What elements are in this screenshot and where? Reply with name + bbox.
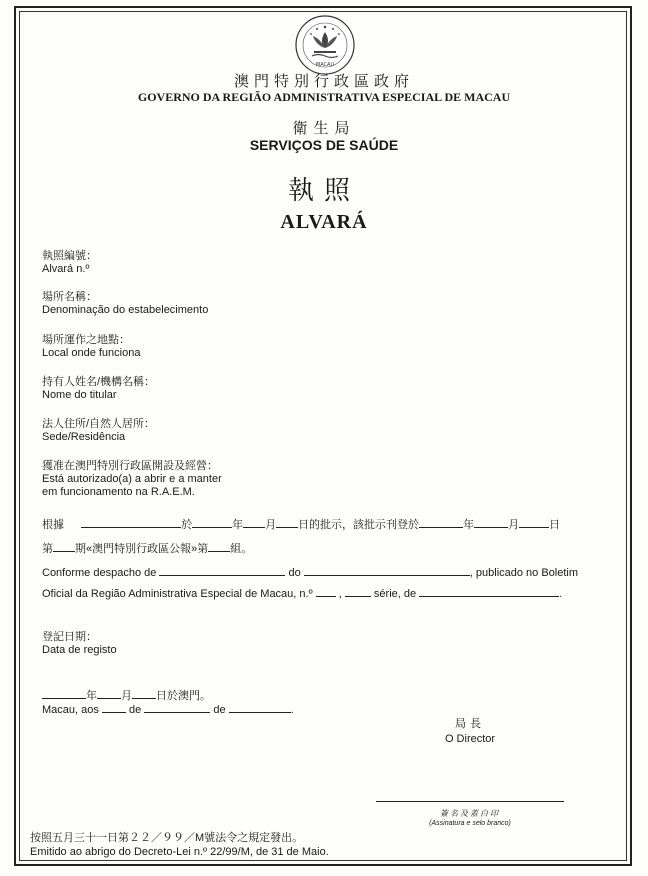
field-registration-date	[42, 631, 117, 657]
dispatch-text: 於	[181, 519, 193, 531]
field-label-pt: Alvará n.º	[42, 263, 90, 275]
dispatch-text: do	[288, 567, 301, 579]
series-blank	[208, 541, 230, 552]
footer-legal-pt: Emitido ao abrigo do Decreto-Lei n.º 22/99/M, de 31 de Maio.	[30, 846, 329, 858]
dispatch-text: 年	[232, 519, 244, 531]
dispatch-text: .	[559, 588, 563, 600]
number-blank	[316, 586, 336, 597]
field-residence	[42, 418, 155, 444]
date-text: Macau, aos	[42, 704, 99, 716]
dispatch-blank	[159, 565, 285, 576]
dispatch-text: ,	[338, 588, 342, 600]
field-label-pt: Denominação do estabelecimento	[42, 304, 209, 316]
signature-label-zh: 簽名及蓋白印	[440, 809, 500, 818]
document-title-pt: ALVARÁ	[280, 211, 368, 233]
svg-text:MACAU: MACAU	[315, 62, 335, 68]
authorization-zh: 獲准在澳門特別行政區開設及經營：	[42, 460, 218, 472]
director-title-pt: O Director	[444, 733, 496, 745]
dispatch-text: 組。	[230, 543, 253, 555]
authorization-pt-line2: em funcionamento na R.A.E.M.	[42, 486, 195, 498]
date-blank	[419, 586, 559, 597]
month-blank	[144, 702, 210, 713]
dispatch-text: 期«澳門特別行政區公報»第	[75, 543, 209, 555]
date-text: de	[129, 704, 142, 716]
field-label-zh: 執照編號：	[42, 250, 97, 262]
field-label-pt: Data de registo	[42, 644, 117, 656]
date-text: 月	[121, 690, 132, 702]
field-label-pt: Sede/Residência	[42, 431, 126, 443]
signature-line	[376, 801, 564, 802]
service-title-pt: SERVIÇOS DE SAÚDE	[249, 137, 399, 153]
dispatch-text: 月	[265, 519, 277, 531]
dispatch-text: série, de	[373, 588, 417, 600]
series-blank	[345, 586, 371, 597]
field-label-zh: 場所運作之地點：	[42, 334, 130, 346]
month-blank	[97, 688, 121, 699]
field-holder-name	[42, 376, 155, 402]
field-label-zh: 場所名稱：	[42, 291, 97, 303]
date-text: 日於澳門。	[156, 690, 211, 702]
document-title-zh: 執照	[287, 176, 360, 206]
dispatch-text: 第	[42, 543, 53, 555]
month-blank	[243, 517, 265, 528]
field-alvara-number	[42, 250, 97, 276]
year-blank	[192, 517, 232, 528]
date-pt-line	[42, 702, 294, 716]
field-location	[42, 334, 140, 360]
field-label-pt: Nome do titular	[42, 389, 117, 401]
dispatch-pt-line2	[42, 586, 562, 600]
dispatch-text: 年	[463, 519, 475, 531]
dispatch-text: 月	[508, 519, 520, 531]
field-authorization	[42, 460, 222, 499]
date-text: .	[290, 704, 294, 716]
day-blank	[132, 688, 156, 699]
year-blank	[419, 517, 463, 528]
field-label-zh: 登記日期：	[42, 631, 97, 643]
dispatch-zh-line2	[42, 540, 252, 556]
dispatch-text: 日的批示，該批示刊登於	[298, 519, 420, 531]
dispatch-text: , publicado no Boletim	[469, 567, 579, 579]
authorization-pt-line1: Está autorizado(a) a abrir e a manter	[42, 473, 222, 485]
field-label-zh: 持有人姓名/機構名稱：	[42, 376, 156, 388]
year-blank	[229, 702, 291, 713]
issue-blank	[53, 541, 75, 552]
government-title-pt: GOVERNO DA REGIÃO ADMINISTRATIVA ESPECIAL DE MACAU	[137, 90, 511, 104]
day-blank	[519, 517, 549, 528]
day-blank	[102, 702, 126, 713]
service-title-zh: 衛生局	[292, 120, 356, 137]
dispatch-blank	[81, 517, 181, 528]
director-block	[420, 717, 520, 747]
dispatch-zh-line1	[42, 516, 560, 532]
dispatch-text: Conforme despacho de	[42, 567, 157, 579]
field-label-pt: Local onde funciona	[42, 347, 141, 359]
director-title-zh: 局長	[455, 718, 485, 730]
signature-label-pt: (Assinatura e selo branco)	[429, 820, 511, 827]
government-title-zh: 澳門特別行政區政府	[233, 73, 414, 90]
date-zh-line	[42, 687, 211, 703]
field-label-zh: 法人住所/自然人居所：	[42, 418, 156, 430]
footer-legal-zh: 按照五月三十一日第２２／９９／M號法令之規定發出。	[30, 832, 304, 844]
dispatch-text: 根據	[42, 519, 64, 531]
day-blank	[276, 517, 298, 528]
date-text: de	[213, 704, 226, 716]
dispatch-text: Oficial da Região Administrativa Especial de Macau, n.º	[42, 588, 313, 600]
dispatch-pt-line1	[42, 565, 578, 579]
dispatch-text: 日	[549, 519, 561, 531]
dispatch-blank	[304, 565, 470, 576]
year-blank	[42, 688, 86, 699]
macau-emblem-icon	[294, 14, 356, 76]
field-establishment-name	[42, 291, 208, 317]
date-text: 年	[86, 690, 97, 702]
month-blank	[474, 517, 508, 528]
